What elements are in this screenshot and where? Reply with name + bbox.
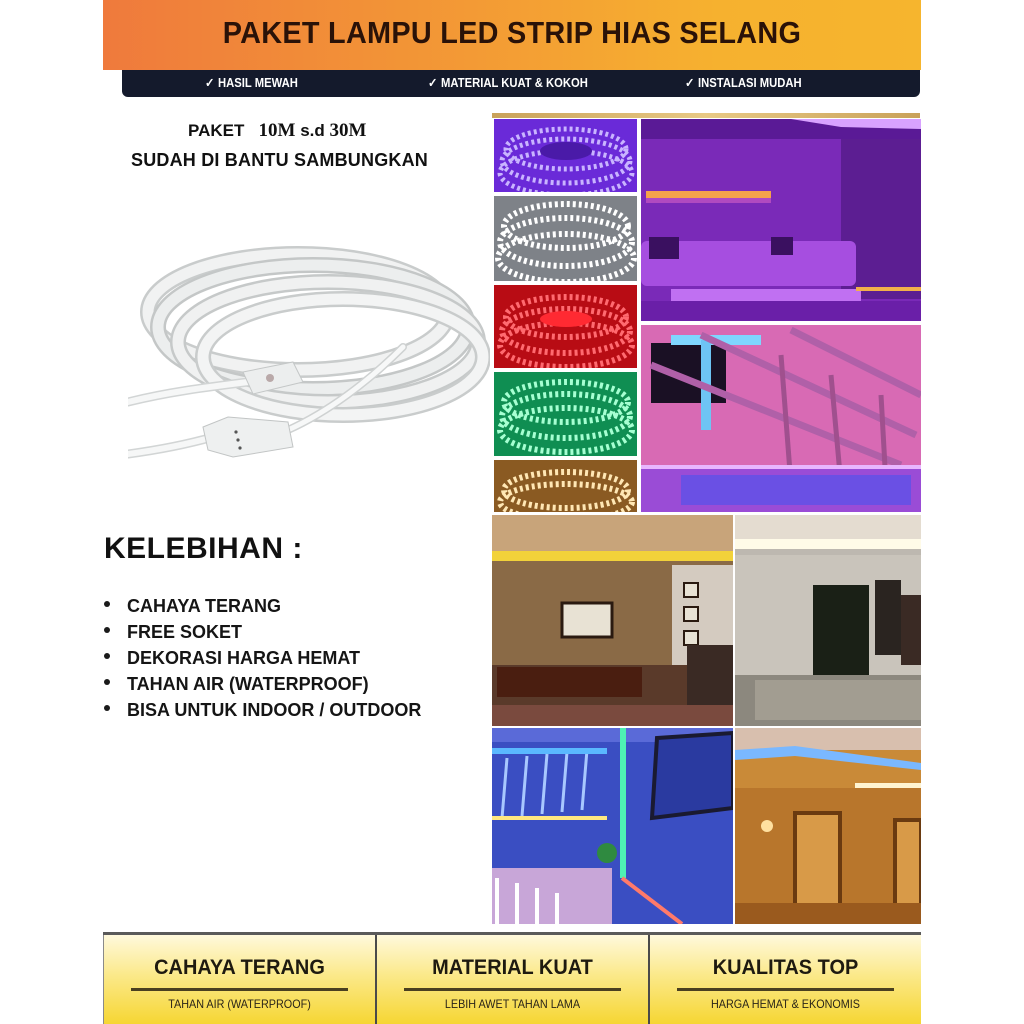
- advantage-label: DEKORASI HARGA HEMAT: [127, 648, 360, 668]
- swatch-warm-white-image: [494, 460, 637, 512]
- gold-divider: [492, 113, 920, 118]
- package-separator: s.d: [300, 121, 325, 140]
- package-max: 30M: [329, 120, 367, 141]
- advantage-label: FREE SOKET: [127, 622, 243, 642]
- advantages-list: [104, 596, 421, 726]
- staircase-pink-room-photo: [641, 325, 921, 512]
- package-prefix: PAKET: [188, 121, 245, 140]
- advantage-item: [104, 674, 421, 700]
- badge-subtitle: LEBIH AWET TAHAN LAMA: [444, 997, 581, 1011]
- badge-cahaya-terang: [103, 935, 377, 1024]
- package-min: 10M: [258, 120, 296, 141]
- advantage-label: CAHAYA TERANG: [127, 596, 282, 616]
- feature-badges: [103, 932, 921, 1024]
- swatch-green-image: [494, 372, 637, 456]
- swatch-white-image: [494, 196, 637, 281]
- badge-title: CAHAYA TERANG: [154, 956, 325, 979]
- feature-label: MATERIAL KUAT & KOKOH: [441, 76, 588, 90]
- purple-living-room-photo: [641, 119, 921, 321]
- checkmark-icon: ✓: [685, 76, 695, 90]
- orange-corridor-photo: [735, 728, 921, 924]
- badge-divider: [131, 988, 348, 991]
- badge-kualitas-top: [650, 935, 921, 1024]
- advantage-item: [104, 622, 421, 648]
- advantages-title: KELEBIHAN :: [104, 532, 303, 565]
- feature-label: HASIL MEWAH: [218, 76, 298, 90]
- badge-material-kuat: [377, 935, 650, 1024]
- header-banner: [103, 0, 921, 70]
- bullet-icon: [104, 705, 110, 711]
- badge-divider: [677, 988, 894, 991]
- advantage-item: [104, 700, 421, 726]
- feature-item: [205, 75, 298, 90]
- blue-staircase-photo: [492, 728, 733, 924]
- advantage-item: [104, 596, 421, 622]
- advantage-label: TAHAN AIR (WATERPROOF): [127, 674, 369, 694]
- feature-item: [428, 75, 588, 90]
- checkmark-icon: ✓: [205, 76, 215, 90]
- bullet-icon: [104, 601, 110, 607]
- bullet-icon: [104, 627, 110, 633]
- bullet-icon: [104, 653, 110, 659]
- feature-bar: [122, 70, 920, 97]
- warm-living-room-photo: [492, 515, 733, 726]
- feature-item: [685, 75, 802, 90]
- swatch-purple-image: [494, 119, 637, 192]
- feature-label: INSTALASI MUDAH: [698, 76, 802, 90]
- swatch-red-image: [494, 285, 637, 368]
- package-length: [188, 120, 366, 142]
- badge-subtitle: HARGA HEMAT & EKONOMIS: [710, 997, 861, 1011]
- package-note: SUDAH DI BANTU SAMBUNGKAN: [131, 150, 428, 170]
- badge-divider: [404, 988, 621, 991]
- checkmark-icon: ✓: [428, 76, 438, 90]
- bullet-icon: [104, 679, 110, 685]
- badge-title: KUALITAS TOP: [712, 956, 859, 979]
- page-title: PAKET LAMPU LED STRIP HIAS SELANG: [222, 15, 802, 50]
- advantage-item: [104, 648, 421, 674]
- advantage-label: BISA UNTUK INDOOR / OUTDOOR: [127, 700, 422, 720]
- white-hallway-photo: [735, 515, 921, 726]
- led-strip-coil-image: [128, 222, 490, 470]
- badge-title: MATERIAL KUAT: [432, 956, 593, 979]
- badge-subtitle: TAHAN AIR (WATERPROOF): [168, 997, 311, 1011]
